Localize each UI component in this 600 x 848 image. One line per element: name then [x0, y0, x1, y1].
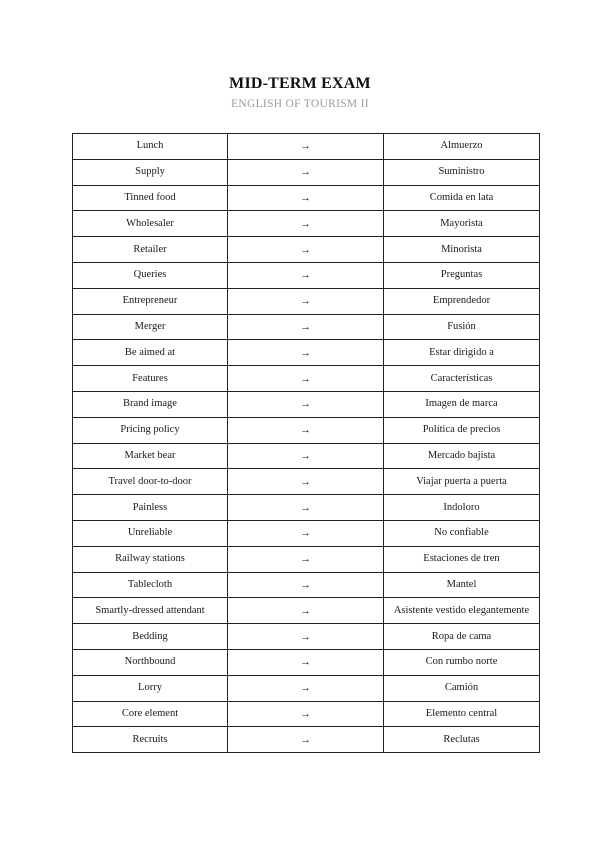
table-row [73, 701, 540, 727]
table-row [73, 598, 540, 624]
arrow-cell: → [228, 598, 384, 624]
spanish-translation-cell: Viajar puerta a puerta [384, 469, 540, 495]
english-term-cell: Lorry [73, 675, 228, 701]
table-row [73, 675, 540, 701]
english-term-cell: Entrepreneur [73, 288, 228, 314]
english-term-cell: Brand image [73, 391, 228, 417]
spanish-translation-cell: Indoloro [384, 495, 540, 521]
spanish-translation-cell: Imagen de marca [384, 391, 540, 417]
arrow-cell: → [228, 340, 384, 366]
spanish-translation-cell: Fusión [384, 314, 540, 340]
table-row [73, 469, 540, 495]
english-term-cell: Be aimed at [73, 340, 228, 366]
spanish-translation-cell: Estaciones de tren [384, 546, 540, 572]
english-term-cell: Recruits [73, 727, 228, 753]
arrow-cell: → [228, 366, 384, 392]
arrow-cell: → [228, 572, 384, 598]
spanish-translation-cell: Mayorista [384, 211, 540, 237]
table-row [73, 288, 540, 314]
english-term-cell: Market bear [73, 443, 228, 469]
arrow-cell: → [228, 262, 384, 288]
table-row [73, 211, 540, 237]
english-term-cell: Core element [73, 701, 228, 727]
arrow-cell: → [228, 443, 384, 469]
table-row [73, 520, 540, 546]
spanish-translation-cell: Camión [384, 675, 540, 701]
arrow-cell: → [228, 624, 384, 650]
spanish-translation-cell: Reclutas [384, 727, 540, 753]
spanish-translation-cell: Estar dirigido a [384, 340, 540, 366]
english-term-cell: Wholesaler [73, 211, 228, 237]
spanish-translation-cell: Ropa de cama [384, 624, 540, 650]
english-term-cell: Painless [73, 495, 228, 521]
table-row [73, 134, 540, 160]
spanish-translation-cell: Mantel [384, 572, 540, 598]
english-term-cell: Tablecloth [73, 572, 228, 598]
table-row [73, 649, 540, 675]
arrow-cell: → [228, 649, 384, 675]
arrow-cell: → [228, 546, 384, 572]
table-row [73, 159, 540, 185]
english-term-cell: Bedding [73, 624, 228, 650]
arrow-cell: → [228, 727, 384, 753]
arrow-cell: → [228, 237, 384, 263]
spanish-translation-cell: Almuerzo [384, 134, 540, 160]
english-term-cell: Unreliable [73, 520, 228, 546]
table-row [73, 391, 540, 417]
english-term-cell: Retailer [73, 237, 228, 263]
arrow-cell: → [228, 185, 384, 211]
english-term-cell: Tinned food [73, 185, 228, 211]
arrow-cell: → [228, 159, 384, 185]
english-term-cell: Queries [73, 262, 228, 288]
english-term-cell: Travel door-to-door [73, 469, 228, 495]
table-row [73, 314, 540, 340]
vocabulary-table [72, 133, 540, 753]
arrow-cell: → [228, 495, 384, 521]
english-term-cell: Supply [73, 159, 228, 185]
table-row [73, 624, 540, 650]
table-row [73, 727, 540, 753]
table-row [73, 572, 540, 598]
english-term-cell: Lunch [73, 134, 228, 160]
spanish-translation-cell: Con rumbo norte [384, 649, 540, 675]
english-term-cell: Smartly-dressed attendant [73, 598, 228, 624]
arrow-cell: → [228, 134, 384, 160]
arrow-cell: → [228, 314, 384, 340]
english-term-cell: Northbound [73, 649, 228, 675]
spanish-translation-cell: Mercado bajista [384, 443, 540, 469]
spanish-translation-cell: Elemento central [384, 701, 540, 727]
page-subtitle: ENGLISH OF TOURISM II [231, 98, 369, 110]
table-row [73, 340, 540, 366]
table-row [73, 237, 540, 263]
spanish-translation-cell: No confiable [384, 520, 540, 546]
english-term-cell: Pricing policy [73, 417, 228, 443]
spanish-translation-cell: Asistente vestido elegantemente [384, 598, 540, 624]
table-row [73, 185, 540, 211]
spanish-translation-cell: Preguntas [384, 262, 540, 288]
table-row [73, 443, 540, 469]
spanish-translation-cell: Comida en lata [384, 185, 540, 211]
english-term-cell: Merger [73, 314, 228, 340]
spanish-translation-cell: Política de precios [384, 417, 540, 443]
arrow-cell: → [228, 701, 384, 727]
english-term-cell: Features [73, 366, 228, 392]
spanish-translation-cell: Suministro [384, 159, 540, 185]
spanish-translation-cell: Minorista [384, 237, 540, 263]
arrow-cell: → [228, 211, 384, 237]
spanish-translation-cell: Características [384, 366, 540, 392]
spanish-translation-cell: Emprendedor [384, 288, 540, 314]
table-row [73, 495, 540, 521]
arrow-cell: → [228, 417, 384, 443]
arrow-cell: → [228, 469, 384, 495]
page-title: MID-TERM EXAM [229, 75, 371, 92]
table-row [73, 366, 540, 392]
table-row [73, 262, 540, 288]
arrow-cell: → [228, 675, 384, 701]
arrow-cell: → [228, 520, 384, 546]
vocabulary-table-body [73, 134, 540, 753]
arrow-cell: → [228, 288, 384, 314]
arrow-cell: → [228, 391, 384, 417]
table-row [73, 417, 540, 443]
table-row [73, 546, 540, 572]
english-term-cell: Railway stations [73, 546, 228, 572]
